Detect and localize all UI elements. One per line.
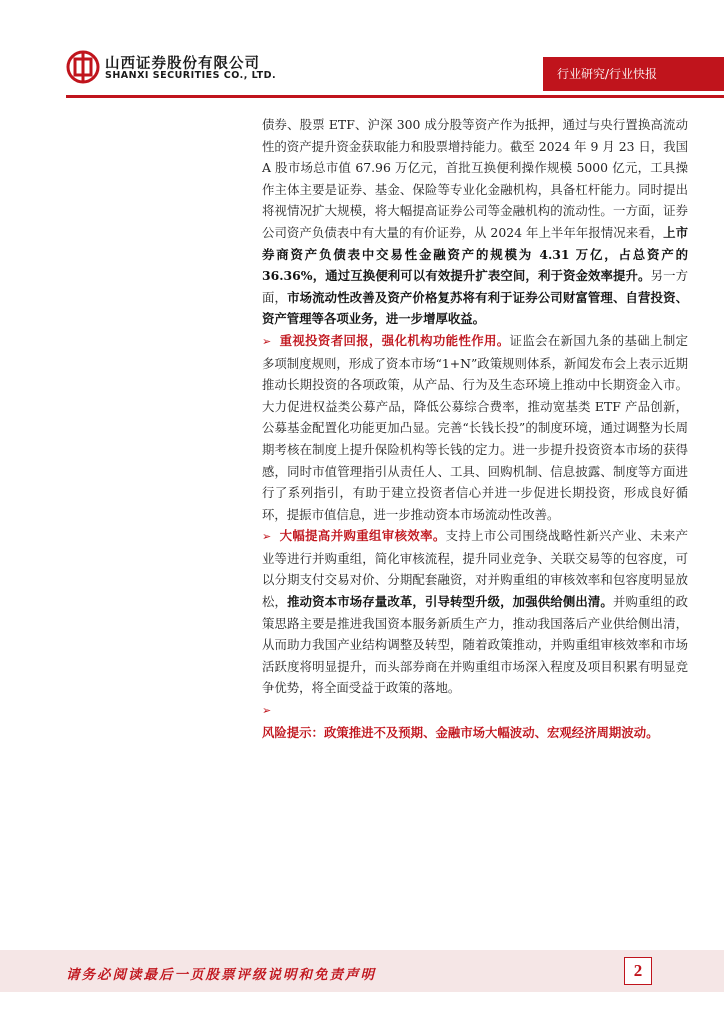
bullet-arrow-icon: ➢	[262, 530, 272, 544]
paragraph-swap-facility	[262, 114, 688, 330]
bullet-arrow-icon: ➢	[262, 704, 272, 718]
footer-disclaimer: 请务必阅读最后一页股票评级说明和免责声明	[66, 967, 376, 983]
bullet-ma-efficiency	[262, 525, 688, 699]
bullet-bold-ma-b: 推动资本市场存量改革，引导转型升级，加强供给侧出清。	[287, 594, 613, 610]
bullet-text-investor-returns: 证监会在新国九条的基础上制定多项制度规则，形成了资本市场“1+N”政策规则体系，新闻发布会上表示近期推动长期投资的各项政策，从产品、行为及生态环境上推动中长期资金入市。大力促进权益类公募产品，降低公募综合费率，推动宽基类 ETF 产品创新，公募基金配置化功能更加凸显。完善“长钱长投”的制度环境，通过调整为长周期考核在制度上提升保险机构等长钱的定力。进一步提升投资资本市场的获得感，同时市值管理指引从责任人、工具、回购机制、信息披露、制度等方面进行了系列指引，有助于建立投资者信心并进一步促进长期投资，形成良好循环，提振市值信息，进一步推动资本市场流动性改善。	[262, 332, 689, 522]
bullet-investor-returns	[262, 330, 688, 525]
p1-bold-d: 市场流动性改善及资产价格复苏将有利于证券公司财富管理、自营投资、资产管理等各项业务，进一步增厚收益。	[262, 289, 689, 327]
bullet-title-investor-returns: 重视投资者回报，强化机构功能性作用。	[279, 332, 510, 348]
company-name-en: SHANXI SECURITIES CO., LTD.	[105, 70, 277, 81]
p1-text-a: 债券、股票 ETF、沪深 300 成分股等资产作为抵押，通过与央行置换高流动性的资产提升资金获取能力和股票增持能力。截至 2024 年 9 月 23 日，我国 A 股市场总市值 67.96 万亿元，首批互换便利操作规模 5000 亿元，工具操作主体主要是证券、基金、保险等专业化金融机构，具备杠杆能力。同时提出将视情况扩大规模，将大幅提高证券公司等金融机构的流动性。一方面，证券公司资产负债表中有大量的有价证券，从 2024 年上半年年报情况来看，	[262, 117, 688, 240]
report-body	[262, 114, 688, 743]
bullet-arrow-icon: ➢	[262, 334, 272, 348]
shanxi-securities-logo-icon	[66, 50, 100, 84]
bullet-empty	[262, 699, 688, 722]
p1-bold-b: 上市券商资产负债表中交易性金融资产的规模为 4.31 万亿，占总资产的 36.36%，通过互换便利可以有效提升扩表空间，利于资金效率提升。	[262, 224, 688, 284]
bullet-text-ma-c: 并购重组的政策思路主要是推进我国资本服务新质生产力，推动我国落后产业供给侧出清，从而助力我国产业结构调整及转型，随着政策推动，并购重组审核效率和市场活跃度将明显提升，而头部券商在并购重组市场深入程度及项目积累有明显竞争优势，将全面受益于政策的落地。	[262, 594, 689, 696]
page-number: 2	[624, 957, 652, 985]
page-header	[0, 0, 724, 100]
report-category-tag: 行业研究/行业快报	[543, 57, 724, 91]
p1-text-c: 另一方面，	[262, 268, 688, 305]
header-divider	[66, 95, 724, 98]
company-name-cn: 山西证券股份有限公司	[105, 56, 260, 72]
page-footer	[0, 950, 724, 992]
bullet-title-ma-efficiency: 大幅提高并购重组审核效率。	[279, 528, 446, 544]
risk-warning: 风险提示：政策推进不及预期、金融市场大幅波动、宏观经济周期波动。	[262, 724, 659, 740]
bullet-text-ma-a: 支持上市公司围绕战略性新兴产业、未来产业等进行并购重组，简化审核流程，提升同业竞争、关联交易等的包容度，可以分期支付交易对价、分期配套融资，对并购重组的审核效率和包容度明显放松，	[262, 528, 689, 610]
